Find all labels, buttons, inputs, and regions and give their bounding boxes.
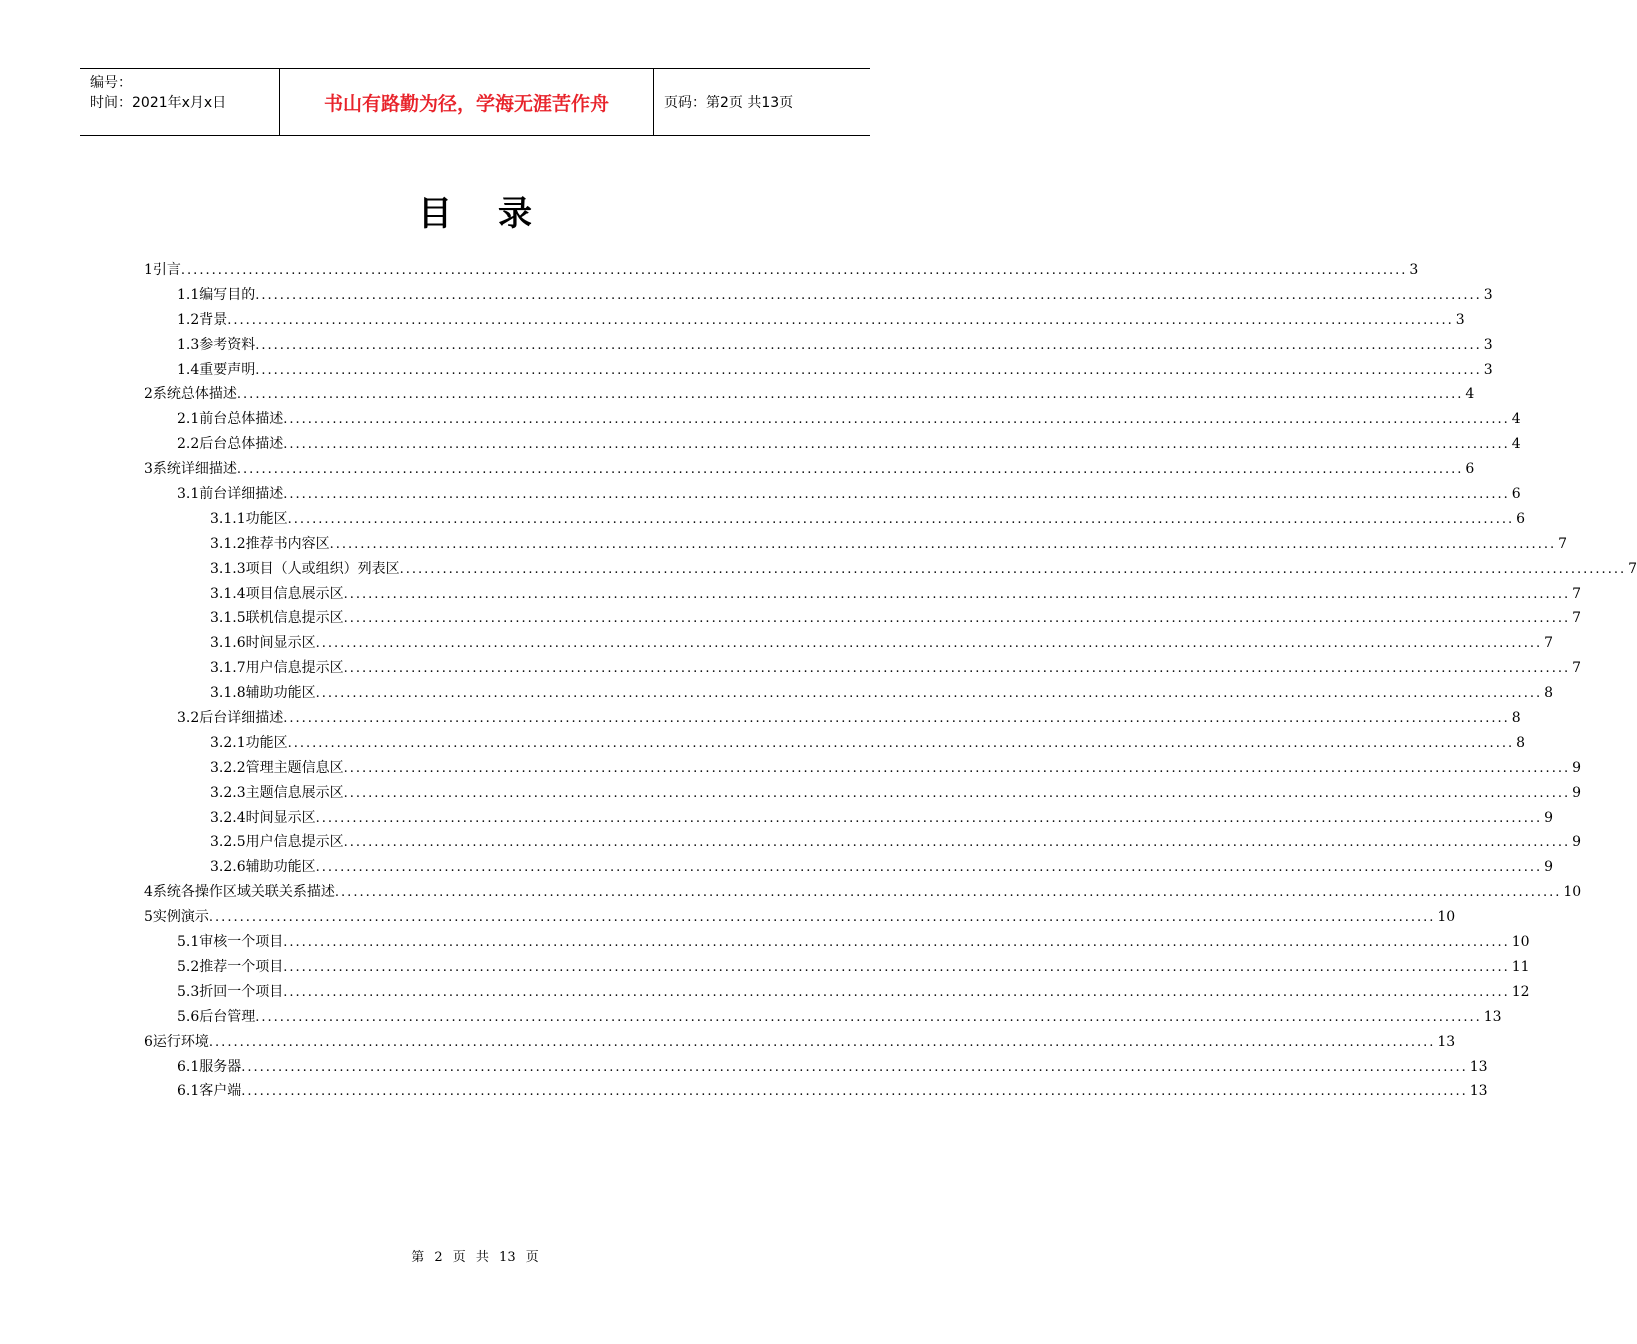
toc-entry-page: 6 (1511, 486, 1521, 503)
toc-entry-page: 6 (1465, 461, 1475, 478)
header-motto: 书山有路勤为径，学海无涯苦作舟 (280, 69, 654, 135)
toc-entry-page: 9 (1572, 834, 1582, 851)
toc-dot-leader: ........................................................................................................................................................................................................ (343, 785, 1571, 801)
toc-entry-label: 3.2.3主题信息展示区 (210, 784, 344, 801)
toc-dot-leader: ........................................................................................................................................................................................................ (283, 711, 1510, 727)
toc-entry-label: 3.1.2推荐书内容区 (210, 535, 330, 552)
toc-entry[interactable] (144, 358, 1493, 383)
toc-dot-leader: ........................................................................................................................................................................................................ (241, 1084, 1468, 1100)
toc-dot-leader: ........................................................................................................................................................................................................ (287, 511, 1515, 527)
toc-dot-leader: ........................................................................................................................................................................................................ (255, 287, 1482, 303)
toc-entry-label: 3.1前台详细描述 (177, 486, 284, 503)
toc-entry-label: 3系统详细描述 (144, 461, 237, 478)
toc-dot-leader: ........................................................................................................................................................................................................ (208, 910, 1436, 926)
toc-entry-page: 3 (1409, 262, 1419, 278)
toc-dot-leader: ........................................................................................................................................................................................................ (255, 1009, 1482, 1025)
toc-entry-page: 6 (1516, 510, 1526, 527)
toc-entry-page: 3 (1455, 311, 1465, 328)
toc-entry-label: 3.1.3项目（人或组织）列表区 (210, 560, 400, 577)
toc-entry-page: 12 (1511, 983, 1530, 1000)
toc-entry-label: 3.2.5用户信息提示区 (210, 834, 344, 851)
toc-entry-label: 2.2后台总体描述 (177, 436, 284, 453)
toc-entry-page: 4 (1465, 386, 1475, 403)
toc-dot-leader: ........................................................................................................................................................................................................ (343, 835, 1571, 851)
toc-entry-label: 6.1服务器 (177, 1058, 242, 1075)
toc-entry-label: 1.2背景 (177, 311, 228, 328)
toc-dot-leader: ........................................................................................................................................................................................................ (343, 760, 1571, 776)
toc-entry[interactable] (144, 905, 1456, 930)
toc-entry[interactable] (144, 756, 1582, 781)
toc-entry-label: 5实例演示 (144, 909, 209, 926)
toc-entry[interactable] (144, 457, 1475, 482)
toc-entry[interactable] (144, 855, 1554, 880)
toc-entry-label: 3.1.7用户信息提示区 (210, 660, 344, 677)
toc-entry[interactable] (144, 432, 1521, 457)
toc-dot-leader: ........................................................................................................................................................................................................ (241, 1059, 1468, 1075)
toc-entry-label: 5.6后台管理 (177, 1008, 256, 1025)
toc-entry-page: 13 (1483, 1008, 1502, 1025)
toc-entry[interactable] (144, 681, 1554, 706)
toc-entry-label: 3.1.5联机信息提示区 (210, 610, 344, 627)
toc-entry-label: 3.1.8辅助功能区 (210, 685, 316, 702)
toc-entry-page: 3 (1483, 336, 1493, 353)
toc-entry[interactable] (144, 308, 1465, 333)
toc-entry-page: 7 (1544, 635, 1554, 652)
toc-entry-label: 6.1客户端 (177, 1083, 242, 1100)
toc-entry-page: 10 (1437, 909, 1456, 926)
toc-entry-label: 3.2.4时间显示区 (210, 809, 316, 826)
number-label: 编号： (90, 75, 132, 91)
toc-entry-page: 8 (1544, 685, 1554, 702)
toc-entry[interactable] (144, 507, 1526, 532)
toc-entry[interactable] (144, 930, 1530, 955)
toc-entry-label: 2.1前台总体描述 (177, 411, 284, 428)
time-label: 时间：2021年x月x日 (90, 95, 227, 111)
toc-entry[interactable] (144, 1030, 1456, 1055)
toc-entry[interactable] (144, 582, 1582, 607)
toc-dot-leader: ........................................................................................................................................................................................................ (399, 561, 1627, 577)
toc-entry-page: 9 (1572, 784, 1582, 801)
page-footer: 第 2 页 共 13 页 (411, 1250, 539, 1265)
toc-entry[interactable] (144, 806, 1554, 831)
toc-dot-leader: ........................................................................................................................................................................................................ (283, 935, 1510, 951)
toc-entry-page: 4 (1511, 411, 1521, 428)
toc-entry-label: 5.2推荐一个项目 (177, 958, 284, 975)
toc-entry[interactable] (144, 606, 1582, 631)
toc-entry-label: 3.1.4项目信息展示区 (210, 585, 344, 602)
toc-entry-page: 11 (1511, 958, 1530, 975)
toc-dot-leader: ........................................................................................................................................................................................................ (283, 984, 1510, 1000)
toc-entry-page: 7 (1572, 660, 1582, 677)
toc-dot-leader: ........................................................................................................................................................................................................ (255, 362, 1482, 378)
toc-entry-label: 4系统各操作区域关联关系描述 (144, 884, 335, 901)
toc-entry-page: 13 (1437, 1033, 1456, 1050)
toc-dot-leader: ........................................................................................................................................................................................................ (334, 885, 1562, 901)
toc-dot-leader: ........................................................................................................................................................................................................ (315, 860, 1543, 876)
toc-entry-label: 5.1审核一个项目 (177, 934, 284, 951)
toc-entry[interactable] (144, 656, 1582, 681)
toc-entry-label: 3.2.2管理主题信息区 (210, 759, 344, 776)
toc-entry-page: 13 (1469, 1058, 1488, 1075)
toc-entry[interactable] (144, 532, 1568, 557)
toc-entry[interactable] (144, 830, 1582, 855)
toc-entry[interactable] (144, 731, 1526, 756)
toc-entry-page: 8 (1511, 710, 1521, 727)
toc-entry[interactable] (144, 382, 1475, 407)
toc-dot-leader: ........................................................................................................................................................................................................ (283, 437, 1510, 453)
toc-entry-page: 10 (1563, 884, 1582, 901)
toc-entry-label: 6运行环境 (144, 1033, 209, 1050)
toc-dot-leader: ........................................................................................................................................................................................................ (329, 536, 1557, 552)
toc-entry-label: 3.2后台详细描述 (177, 710, 284, 727)
toc-entry-page: 9 (1572, 759, 1582, 776)
toc-entry-page: 4 (1511, 436, 1521, 453)
toc-entry[interactable] (144, 980, 1530, 1005)
toc-dot-leader: ........................................................................................................................................................................................................ (315, 686, 1543, 702)
table-of-contents (144, 258, 1637, 1104)
toc-entry[interactable] (144, 880, 1582, 905)
toc-entry[interactable] (144, 333, 1493, 358)
toc-entry-page: 3 (1483, 361, 1493, 378)
toc-entry-page: 3 (1483, 286, 1493, 303)
toc-dot-leader: ........................................................................................................................................................................................................ (287, 735, 1515, 751)
toc-entry-page: 7 (1572, 585, 1582, 602)
toc-dot-leader: ........................................................................................................................................................................................................ (255, 337, 1482, 353)
toc-entry-page: 7 (1572, 610, 1582, 627)
toc-dot-leader: ........................................................................................................................................................................................................ (236, 387, 1464, 403)
toc-dot-leader: ........................................................................................................................................................................................................ (283, 487, 1510, 503)
toc-entry[interactable] (144, 283, 1493, 308)
toc-dot-leader: ........................................................................................................................................................................................................ (180, 263, 1408, 278)
toc-entry-label: 1引言 (144, 262, 181, 278)
toc-entry-label: 1.1编写目的 (177, 286, 256, 303)
toc-entry-page: 8 (1516, 734, 1526, 751)
toc-dot-leader: ........................................................................................................................................................................................................ (343, 661, 1571, 677)
toc-entry-label: 5.3折回一个项目 (177, 983, 284, 1000)
toc-dot-leader: ........................................................................................................................................................................................................ (315, 810, 1543, 826)
toc-entry[interactable] (144, 1005, 1502, 1030)
toc-entry[interactable] (144, 482, 1521, 507)
page-header (80, 68, 870, 136)
toc-entry[interactable] (144, 631, 1554, 656)
toc-entry-page: 7 (1628, 560, 1637, 577)
toc-entry[interactable] (144, 557, 1637, 582)
toc-entry-label: 3.1.6时间显示区 (210, 635, 316, 652)
toc-dot-leader: ........................................................................................................................................................................................................ (236, 462, 1464, 478)
toc-entry-label: 3.2.6辅助功能区 (210, 859, 316, 876)
page-title: 目录 (418, 194, 578, 234)
toc-entry[interactable] (144, 407, 1521, 432)
toc-entry[interactable] (144, 1079, 1488, 1104)
toc-dot-leader: ........................................................................................................................................................................................................ (227, 312, 1454, 328)
toc-dot-leader: ........................................................................................................................................................................................................ (315, 636, 1543, 652)
header-page-info: 页码：第2页 共13页 (664, 95, 794, 111)
toc-entry-label: 1.4重要声明 (177, 361, 256, 378)
toc-dot-leader: ........................................................................................................................................................................................................ (208, 1034, 1436, 1050)
toc-dot-leader: ........................................................................................................................................................................................................ (283, 959, 1510, 975)
toc-entry-label: 3.1.1功能区 (210, 510, 288, 527)
toc-entry-label: 1.3参考资料 (177, 336, 256, 353)
toc-entry-label: 3.2.1功能区 (210, 734, 288, 751)
toc-entry[interactable] (144, 1055, 1488, 1080)
header-meta (80, 69, 280, 135)
toc-dot-leader: ........................................................................................................................................................................................................ (343, 611, 1571, 627)
toc-entry-label: 2系统总体描述 (144, 386, 237, 403)
toc-entry-page: 13 (1469, 1083, 1488, 1100)
toc-entry-page: 9 (1544, 809, 1554, 826)
toc-entry-page: 7 (1558, 535, 1568, 552)
toc-entry-page: 10 (1511, 934, 1530, 951)
toc-entry[interactable] (144, 955, 1530, 980)
toc-dot-leader: ........................................................................................................................................................................................................ (343, 586, 1571, 602)
toc-dot-leader: ........................................................................................................................................................................................................ (283, 412, 1510, 428)
toc-entry[interactable] (144, 781, 1582, 806)
toc-entry[interactable] (144, 258, 1419, 283)
toc-entry[interactable] (144, 706, 1521, 731)
toc-entry-page: 9 (1544, 859, 1554, 876)
